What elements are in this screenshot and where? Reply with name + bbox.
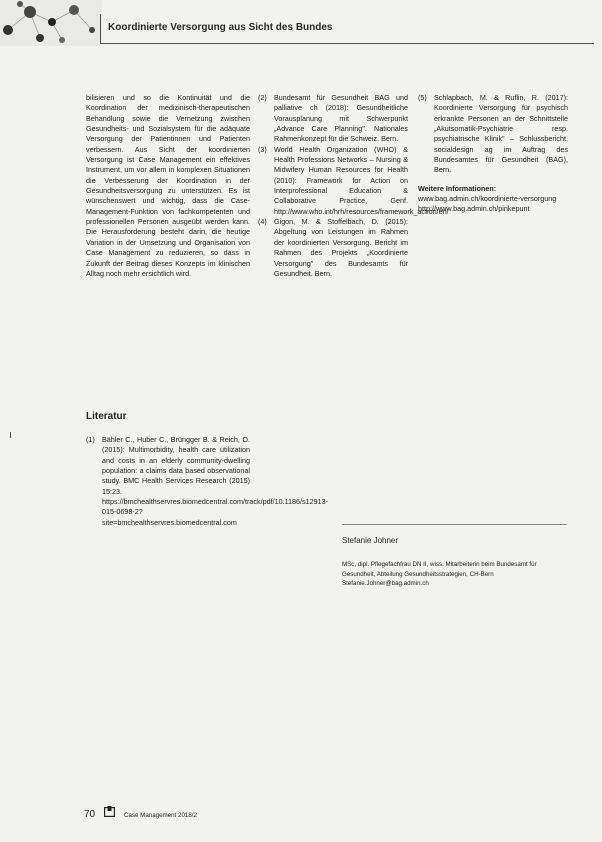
network-molecule-logo-icon [0, 0, 102, 46]
reference-number: (4) [258, 217, 267, 227]
reference-number: (5) [418, 93, 427, 102]
further-info-link[interactable]: http://www.bag.admin.ch/pinkepunt [418, 204, 530, 214]
header-rule-horizontal [100, 43, 594, 44]
header-rule-vertical [100, 14, 101, 44]
reference-item [258, 144, 449, 217]
literature-heading: Literatur [86, 411, 127, 422]
page-title: Koordinierte Versorgung aus Sicht des Bundes [108, 22, 333, 33]
reference-text: Gigon, M. & Stoffelbach, D. (2015): Abgeltung von Leistungen im Rahmen der koordinierten Versorgung. Bericht im Rahmen des Projekts „Koordinierte Versorgung" des Bundesamts für Gesundheit. Bern. [274, 217, 408, 278]
page-number: 70 [84, 809, 96, 820]
reference-number: (1) [86, 435, 95, 444]
intro-column [86, 93, 250, 279]
reference-text: Bähler C., Huber C., Brüngger B. & Reich, O. (2015): Multimorbidity, health care utilization and costs in an elderly community-dwelling population: a claims data based observational study. BMC Health Services Research (2015) 15:23. https://bmchealthservres.biomedcentral.com/track/pdf/10.1186/s12913-015-0698-2?site=bmchealthservres.biomedcentral.com [102, 435, 328, 527]
reference-item [258, 217, 408, 279]
reference-number: (3) [258, 144, 267, 154]
intro-paragraph: bilisieren und so die Kontinuität und die Koordination der medizinisch-therapeutischen Behandlung sowie die Vernetzung zwischen Gesundheits- und Sozialsystem für die adäquate Versorgung der Patientinnen und Patienten verbessern. Aus Sicht der koordinierten Versorgung ist Case Management ein effektives Instrument, um vor allem in komplexen Situationen die Verbesserung der Koordination in der Gesundheitsversorgung zu unterstützen. Es ist wünschenswert und wichtig, dass die Case-Management-Funktion von fachkompetenten und professionellen Personen ausgeübt werden kann. Die Herausforderung besteht darin, die heutige Variation in der Umsetzung und Organisation von Case Management zu reduzieren, so dass in Zukunft der Beitrag dieses Konzepts im klinischen Alltag noch mehr ersichtlich wird. [86, 93, 250, 278]
reference-list-col3 [418, 93, 568, 215]
further-info-heading: Weitere Informationen: [418, 183, 497, 193]
reference-text: Schlapbach, M. & Ruflin, R. (2017): Koordinierte Versorgung für psychisch erkrankte Personen an der Schnittstelle „Akutsomatik-Psychiatrie resp. psychiatrische Klinik" – Schlussbericht. socialdesign ag im Auftrag des Bundesamtes für Gesundheit (BAG), Bern. [434, 93, 568, 175]
further-info-link[interactable]: www.bag.admin.ch/koordinierte-versorgung [418, 194, 557, 204]
author-bio: MSc, dipl. Pflegefachfrau DN II, wiss. Mitarbeiterin beim Bundesamt für Gesundheit, Abteilung Gesundheitsstrategien, CH-Bern [342, 561, 537, 578]
reference-list-col1 [86, 435, 328, 528]
reference-text: World Health Organization (WHO) & Health Professions Networks – Nursing & Midwifery Human Resources for Health (2010): Framework for Action on Interprofessional Education & Collaborative Practice, Genf. http://www.who.int/hrh/resources/framework_action/en/ [274, 144, 449, 216]
reference-list-col2 [258, 93, 449, 279]
author-email[interactable]: Stefanie.Johner@bag.admin.ch [342, 580, 429, 588]
author-description [342, 560, 568, 589]
reference-item [418, 93, 568, 176]
reference-number: (2) [258, 93, 267, 102]
reference-text: Bundesamt für Gesundheit BAG und palliative ch (2018): Gesundheitliche Vorausplanung mit Schwerpunkt „Advance Care Planning". Nationales Rahmenkonzept für die Schweiz. Bern. [274, 93, 408, 144]
bookmark-box-icon [104, 806, 115, 817]
scan-mark [10, 432, 11, 438]
page-header [0, 0, 602, 50]
reference-item [258, 93, 408, 145]
author-divider [342, 524, 567, 525]
author-name: Stefanie Johner [342, 536, 399, 545]
reference-item [86, 435, 328, 528]
publication-name: Case Management 2018/2 [124, 812, 197, 819]
